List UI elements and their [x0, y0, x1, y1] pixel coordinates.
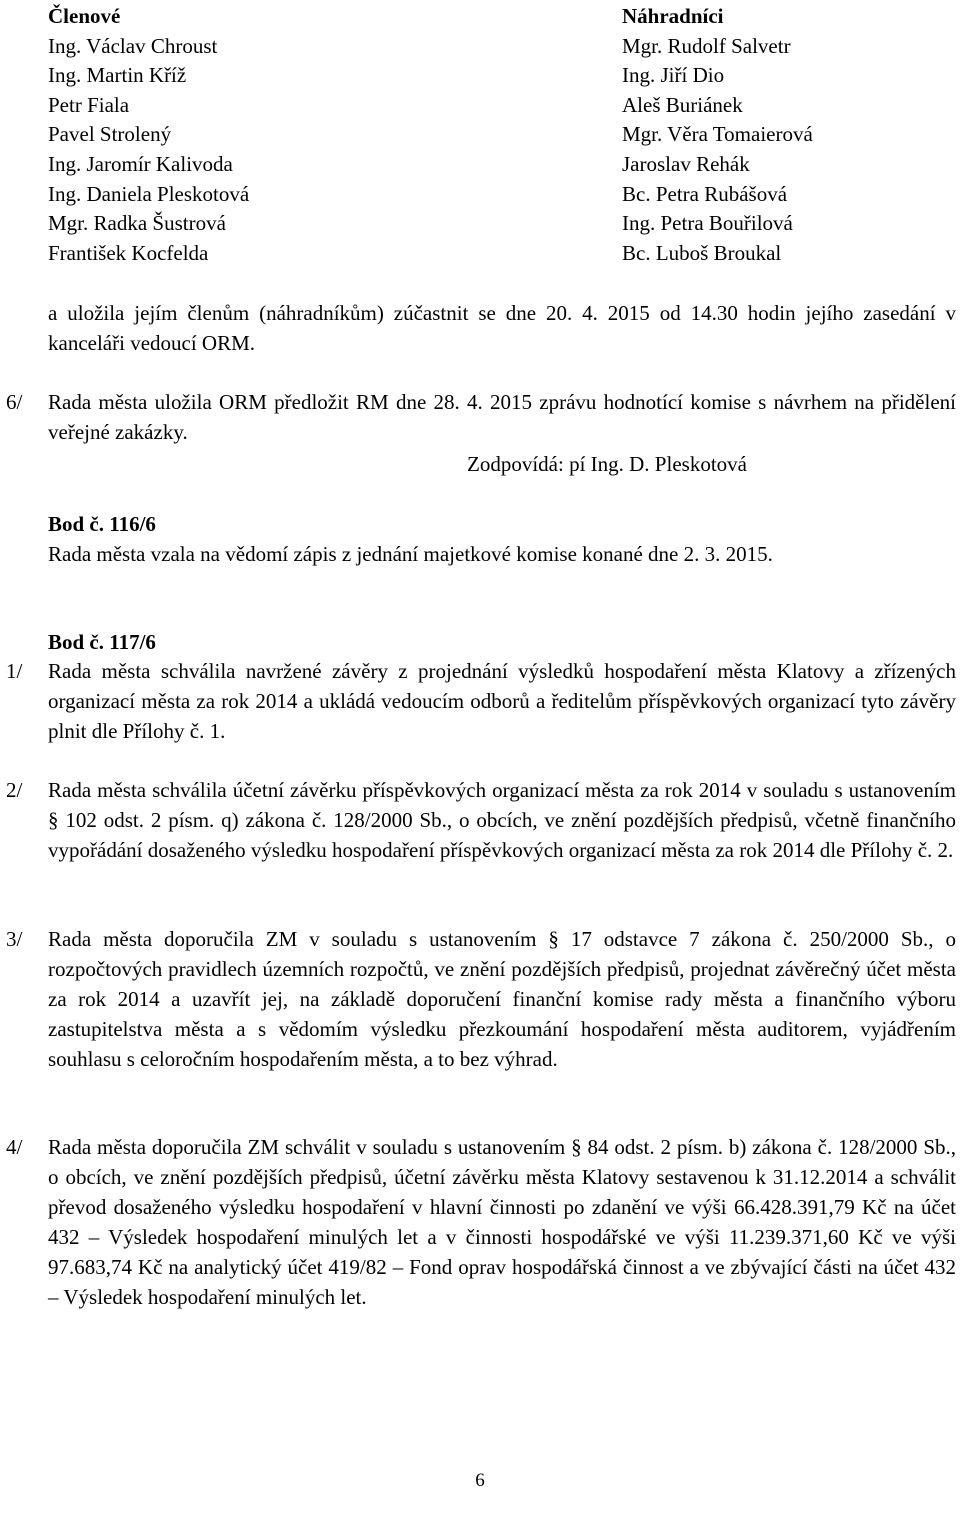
- resolution-item-1: [6, 656, 956, 746]
- substitutes-heading: Náhradníci: [622, 4, 724, 28]
- bod-label: Bod č. 116/6: [48, 512, 156, 536]
- member-name: Pavel Strolený: [48, 122, 172, 147]
- members-heading: Členové: [48, 4, 121, 28]
- item-number: 3/: [6, 927, 23, 951]
- member-name: František Kocfelda: [48, 240, 209, 265]
- resolution-item-4: [6, 1132, 956, 1312]
- item-number: 6/: [6, 390, 23, 414]
- item-text: Rada města schválila navržené závěry z projednání výsledků hospodaření města Klatovy a zřízených organizací města za rok 2014 a ukládá vedoucím odborů a ředitelům příspěvkových organizací tyto závěry plnit dle Přílohy č. 1.: [48, 659, 956, 743]
- substitute-name: Mgr. Věra Tomaierová: [622, 122, 813, 147]
- bod-text: Rada města vzala na vědomí zápis z jednání majetkové komise konané dne 2. 3. 2015.: [48, 542, 773, 566]
- substitute-name: Ing. Jiří Dio: [622, 63, 725, 88]
- item-text-part: Rada města schválila účetní závěrku příspěvkových organizací města za rok 2014 v souladu s ustanovením: [48, 778, 956, 802]
- item-text-part: 102 odst. 2 písm. q) zákona č. 128/2000 Sb., o obcích, ve znění pozdějších předpisů, včetně finančního vypořádání dosaženého výsledku hospodaření příspěvkových organizací města za rok 2014 dle Přílohy č. 2.: [48, 808, 956, 862]
- responsible-person: Zodpovídá: pí Ing. D. Pleskotová: [467, 452, 747, 476]
- item-text-part: 84 odst. 2 písm. b) zákona č. 128/2000 Sb., o obcích, ve znění pozdějších předpisů, účetní závěrku města Klatovy sestavenou k 31.12.2014 a schválit převod dosaženého výsledku hospodaření v hlavní činnosti po zdanění ve výši 66.428.391,79 Kč na účet 432 – Výsledek hospodaření minulých let a v činnosti hospodářské ve výši 11.239.371,60 Kč ve výši 97.683,74 Kč na analytický účet 419/82 – Fond oprav hospodářská činnost a ve zbývající části na účet 432 – Výsledek hospodaření minulých let.: [48, 1135, 956, 1309]
- item-text: Rada města uložila ORM předložit RM dne 28. 4. 2015 zprávu hodnotící komise s návrhem na přidělení veřejné zakázky.: [48, 390, 956, 444]
- bod-116: [48, 509, 956, 569]
- resolution-item-6: [6, 387, 956, 447]
- section-sign-icon: §: [548, 927, 559, 951]
- attendance-paragraph: a uložila jejím členům (náhradníkům) zúčastnit se dne 20. 4. 2015 od 14.30 hodin jejího zasedání v kanceláři vedoucí ORM.: [48, 301, 956, 355]
- substitute-name: Bc. Petra Rubášová: [622, 181, 788, 206]
- members-column: [48, 2, 568, 268]
- section-sign-icon: §: [571, 1135, 582, 1159]
- resolution-item-2: [6, 775, 956, 865]
- substitute-name: Mgr. Rudolf Salvetr: [622, 33, 791, 58]
- member-name: Ing. Jaromír Kalivoda: [48, 151, 233, 176]
- resolution-item-3: [6, 924, 956, 1074]
- item-number: 2/: [6, 778, 23, 802]
- item-text: [48, 924, 956, 1074]
- member-name: Mgr. Radka Šustrová: [48, 211, 226, 236]
- substitute-name: Bc. Luboš Broukal: [622, 240, 782, 265]
- item-text: [48, 1132, 956, 1312]
- member-name: Petr Fiala: [48, 92, 130, 117]
- item-text: [48, 775, 956, 865]
- substitute-name: Ing. Petra Bouřilová: [622, 211, 793, 236]
- committee-columns: [0, 0, 960, 270]
- member-name: Ing. Martin Kříž: [48, 63, 187, 88]
- member-name: Ing. Václav Chroust: [48, 33, 218, 58]
- item-number: 1/: [6, 659, 23, 683]
- item-number: 4/: [6, 1135, 23, 1159]
- substitutes-column: [622, 2, 952, 268]
- member-name: Ing. Daniela Pleskotová: [48, 181, 250, 206]
- item-text-part: 17 odstavce 7 zákona č. 250/2000 Sb., o rozpočtových pravidlech územních rozpočtů, ve znění pozdějších předpisů, projednat závěrečný účet města za rok 2014 a uzavřít jej, na základě doporučení finanční komise rady města a finančního výboru zastupitelstva města a s vědomím výsledku přezkoumání hospodaření města auditorem, vyjádřením souhlasu s celoročním hospodařením města, a to bez výhrad.: [48, 927, 956, 1071]
- bod-117-label: Bod č. 117/6: [48, 630, 156, 654]
- substitute-name: Jaroslav Rehák: [622, 151, 750, 176]
- item-text-part: Rada města doporučila ZM v souladu s ustanovením: [48, 927, 537, 951]
- substitute-name: Aleš Buriánek: [622, 92, 743, 117]
- item-text-part: Rada města doporučila ZM schválit v souladu s ustanovením: [48, 1135, 566, 1159]
- page-number: 6: [475, 1470, 485, 1491]
- section-sign-icon: §: [48, 808, 59, 832]
